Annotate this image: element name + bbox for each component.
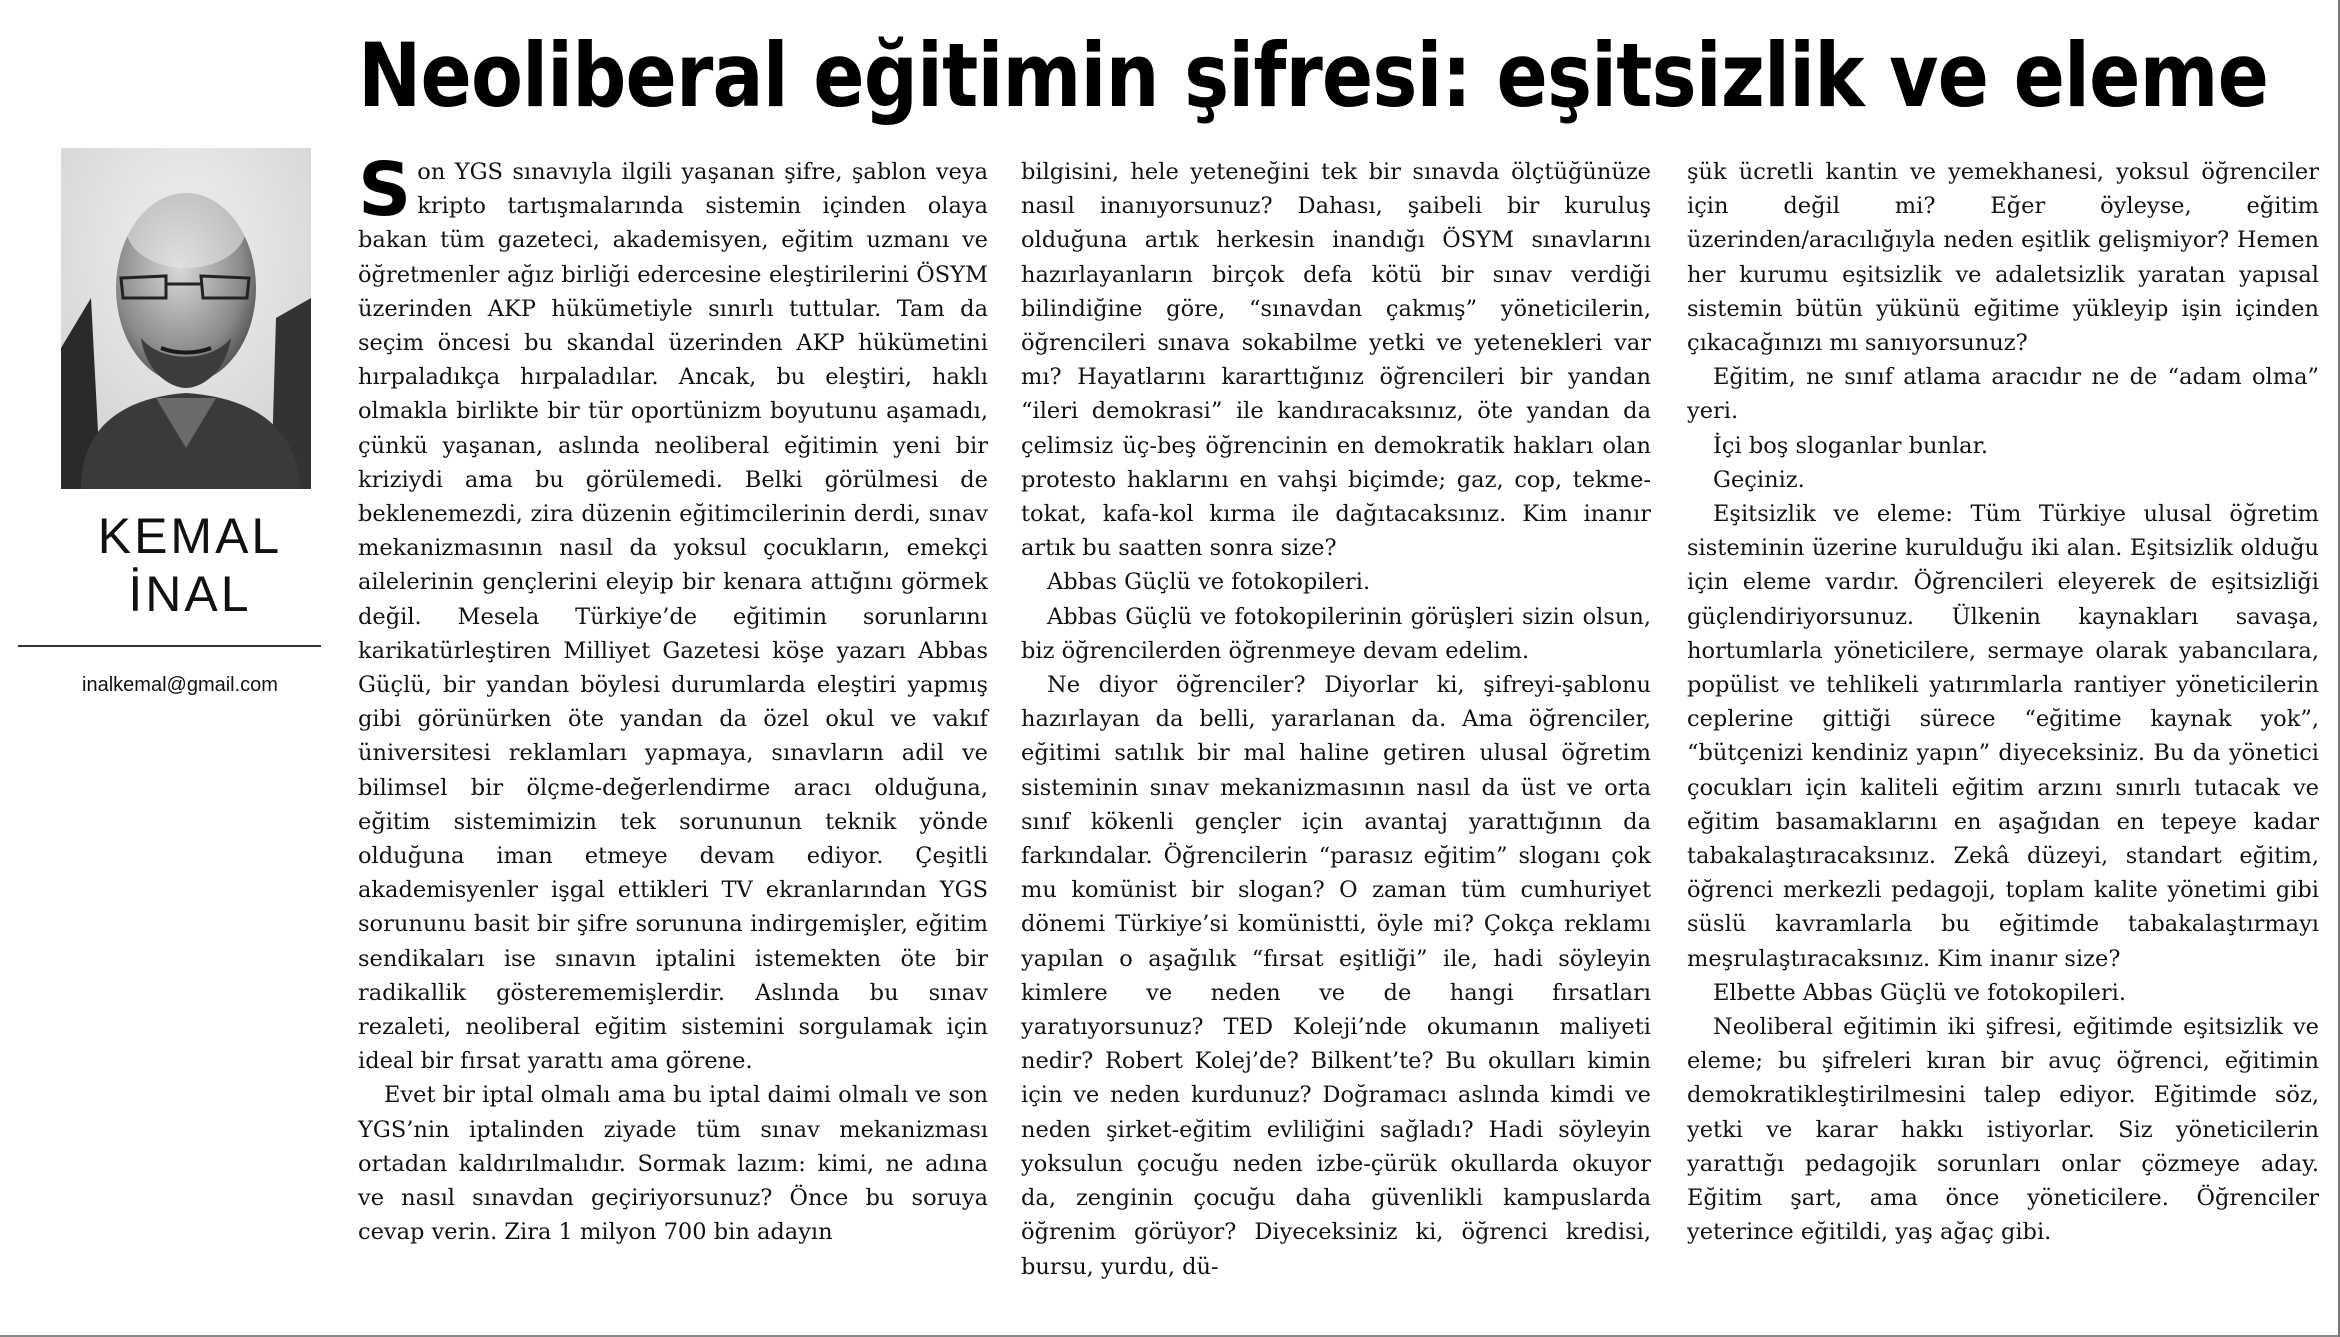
article-paragraph: Abbas Güçlü ve fotokopileri.	[1047, 569, 1371, 596]
author-photo	[61, 148, 311, 489]
article-paragraph: Abbas Güçlü ve fotokopilerinin görüşleri sizin olsun, biz öğrencilerden öğrenmeye devam edelim.	[1021, 603, 1651, 664]
article-column-3	[1687, 155, 2319, 1250]
article-paragraph: Eğitim, ne sınıf atlama aracıdır ne de “adam olma” yeri.	[1687, 364, 2319, 425]
author-divider	[18, 645, 321, 647]
article-paragraph: Ne diyor öğrenciler? Diyorlar ki, şifreyi-şablonu hazırlayan da belli, yararlanan da. Ama öğrenciler, eğitimi satılık bir mal haline getiren ulusal öğretim sisteminin sınav mekanizmasının nasıl da üst ve orta sınıf kökenli gençler için avantaj yarattığının da farkındalar. Öğrencilerin “parasız eğitim” sloganı çok mu komünist bir slogan? O zaman tüm cumhuriyet dönemi Türkiye’si komünistti, öyle mi? Çokça reklamı yapılan o aşağılık “fırsat eşitliği” ile, hadi söyleyin kimlere ve neden ve de hangi fırsatları yaratıyorsunuz? TED Koleji’nde okumanın maliyeti nedir? Robert Kolej’de? Bilkent’te? Bu okulları kimin için ve neden kurdunuz? Doğramacı aslında kimdi ve neden şirket-eğitim evliliğini sağladı? Hadi söyleyin yoksulun çocuğu neden izbe-çürük okullarda okuyor da, zenginin çocuğu daha güvenlikli kampuslarda öğrenim görüyor? Diyeceksiniz ki, öğrenci kredisi, bursu, yurdu, dü-	[1021, 672, 1651, 1280]
article-column-2	[1021, 155, 1651, 1284]
article-paragraph: İçi boş sloganlar bunlar.	[1713, 432, 1989, 459]
article-paragraph: bilgisini, hele yeteneğini tek bir sınavda ölçtüğünüze nasıl inanıyorsunuz? Dahası, şaibeli bir kuruluş olduğuna artık herkesin inandığı ÖSYM sınavlarını hazırlayanların birçok defa kötü bir sınav verdiği bilindiğine göre, “sınavdan çakmış” yöneticilerin, öğrencileri sınava sokabilme yetki ve yetenekleri var mı? Hayatlarını kararttığınız öğrencileri bir yandan “ileri demokrasi” ile kandıracaksınız, öte yandan da çelimsiz üç-beş öğrencinin en demokratik hakları olan protesto haklarını en vahşi biçimde; gaz, cop, tekme-tokat, kafa-kol kırma ile dağıtacaksınız. Kim inanır artık bu saatten sonra size?	[1021, 159, 1651, 562]
article-paragraph: Evet bir iptal olmalı ama bu iptal daimi olmalı ve son YGS’nin iptalinden ziyade tüm sınav mekanizması ortadan kaldırılmalıdır. Sormak lazım: kimi, ne adına ve nasıl sınavdan geçiriyorsunuz? Önce bu soruya cevap verin. Zira 1 milyon 700 bin adayın	[358, 1082, 988, 1246]
author-first-name: KEMAL	[97, 508, 283, 564]
article-paragraph: Geçiniz.	[1713, 466, 1805, 493]
article-paragraph: Elbette Abbas Güçlü ve fotokopileri.	[1713, 979, 2126, 1006]
article-paragraph: Neoliberal eğitimin iki şifresi, eğitimde eşitsizlik ve eleme; bu şifreleri kıran bir avuç öğrenci, eğitimin demokratikleştirilmesini talep ediyor. Eğitimde söz, yetki ve karar hakkı istiyorlar. Siz yöneticilerin yarattığı pedagojik sorunları onlar çözmeye aday. Eğitim şart, ama önce yöneticilere. Öğrenciler yeterince eğitildi, yaş ağaç gibi.	[1687, 1014, 2319, 1246]
author-name	[20, 507, 360, 623]
drop-cap: S	[358, 147, 412, 233]
article-column-1	[358, 147, 988, 1250]
headline: Neoliberal eğitimin şifresi: eşitsizlik ve eleme	[358, 24, 2269, 127]
author-email: inalkemal@gmail.com	[82, 674, 278, 696]
article-paragraph: Son YGS sınavıyla ilgili yaşanan şifre, şablon veya kripto tartışmalarında sistemin içinden olaya bakan tüm gazeteci, akademisyen, eğitim uzmanı ve öğretmenler ağız birliği edercesine eleştirilerini ÖSYM üzerinden AKP hükümetiyle sınırlı tuttular. Tam da seçim öncesi bu skandal üzerinden AKP hükümetini hırpaladıkça hırpaladılar. Ancak, bu eleştiri, haklı olmakla birlikte bir tür oportünizm boyutunu aşamadı, çünkü yaşanan, aslında neoliberal eğitimin yeni bir kriziydi ama bu görülemedi. Belki görülmesi de beklenemezdi, zira düzenin eğitimcilerinin derdi, sınav mekanizmasının nasıl da yoksul çocukların, emekçi ailelerinin gençlerini eleyip bir kenara attığını görmek değil. Mesela Türkiye’de eğitimin sorunlarını karikatürleştiren Milliyet Gazetesi köşe yazarı Abbas Güçlü, bir yandan böylesi durumlarda eleştiri yapmış gibi görünürken öte yandan da özel okul ve vakıf üniversitesi reklamları yapmaya, sınavların adil ve bilimsel bir ölçme-değerlendirme aracı olduğuna, eğitim sistemimizin tek sorununun teknik yönde olduğuna iman etmeye devam ediyor. Çeşitli akademisyenler işgal ettikleri TV ekranlarından YGS sorununu basit bir şifre sorununa indirgemişler, eğitim sendikaları ise sınavın iptalini istemekten öte bir radikallik gösterememişlerdir. Aslında bu sınav rezaleti, neoliberal eğitim sistemini sorgulamak için ideal bir fırsat yarattı ama görene.	[358, 147, 988, 1075]
article-paragraph: Eşitsizlik ve eleme: Tüm Türkiye ulusal öğretim sisteminin üzerine kurulduğu iki alan. Eşitsizlik olduğu için eleme vardır. Öğrencileri eleyerek de eşitsizliği güçlendiriyorsunuz. Ülkenin kaynakları savaşa, hortumlarla yöneticilere, sermaye olarak yabancılara, popülist ve tehlikeli yatırımlarla rantiyer yöneticilerin ceplerine gittiği sürece “eğitime kaynak yok”, “bütçenizi kendiniz yapın” diyeceksiniz. Bu da yönetici çocukları için kaliteli eğitim arzını sınırlı tutacak ve eğitim basamaklarını en aşağıdan en tepeye kadar tabakalaştıracaksınız. Zekâ düzeyi, standart eğitim, öğrenci merkezli pedagoji, toplam kalite yönetimi gibi süslü kavramlarla bu eğitimde tabakalaştırmayı meşrulaştıracaksınız. Kim inanır size?	[1687, 501, 2319, 972]
article-paragraph: şük ücretli kantin ve yemekhanesi, yoksul öğrenciler için değil mi? Eğer öyleyse, eğitim üzerinden/aracılığıyla neden eşitlik gelişmiyor? Hemen her kurumu eşitsizlik ve adaletsizlik yaratan yapısal sistemin bütün yükünü eğitime yükleyip işin içinden çıkacağınızı mı sanıyorsunuz?	[1687, 159, 2319, 357]
author-last-name: İNAL	[128, 566, 252, 622]
